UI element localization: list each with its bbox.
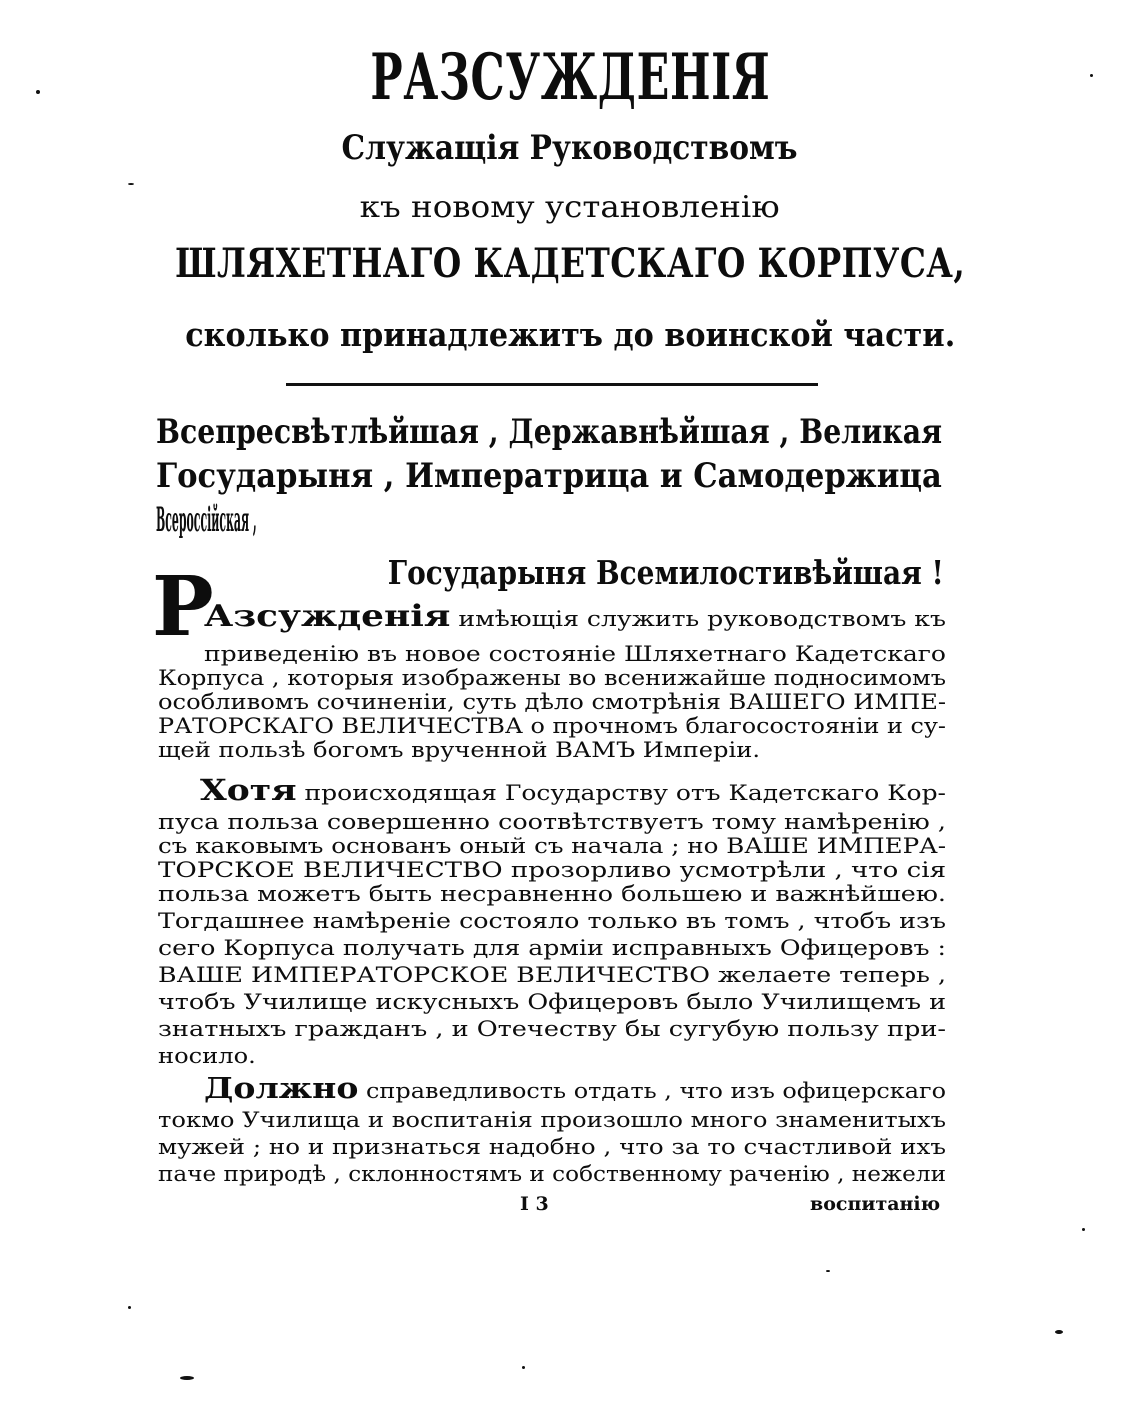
subtitle-line-4: сколько принадлежитъ до воинской части. [185,315,955,354]
paragraph-2-lead-word: Хотя [200,773,297,807]
title-divider [286,383,818,386]
paragraph-1-line: Корпуса , которыя изображены во всенижайше подносимомъ [158,666,947,690]
paragraph-2-line: съ каковымъ основанъ оный съ начала ; но ВАШЕ ИМПЕРА- [158,834,946,858]
scan-speck [128,183,134,185]
paragraph-3-first-line [204,1071,946,1105]
subtitle-line-1: Служащія Руководствомъ [341,128,798,168]
address-line-2: Государыня , Императрица и Самодержица [156,456,942,496]
paragraph-3-line: паче природѣ , склонностямъ и собственному раченію , нежели [158,1162,946,1186]
address-line-3: Всероссійская , [156,500,257,540]
paragraph-3-line: токмо Училища и воспитанія произошло много знаменитыхъ [158,1108,946,1132]
scan-speck [128,1306,131,1309]
scan-speck [826,1270,830,1272]
paragraph-2-line: знатныхъ гражданъ , и Отечеству бы сугубую пользу при- [158,1017,946,1041]
paragraph-2-line: сего Корпуса получать для арміи исправныхъ Офицеровъ : [158,936,946,960]
scan-speck [1082,1228,1085,1231]
paragraph-2-first-line-text: происходящая Государству отъ Кадетскаго Кор- [296,781,947,805]
catchword: воспитанію [810,1193,941,1215]
paragraph-1-first-line-text: имѣющія служить руководствомъ къ [450,607,946,631]
paragraph-2-line: пуса польза совершенно соотвѣтствуетъ тому намѣренію , [158,810,946,834]
salutation: Государыня Всемилостивѣйшая ! [388,553,944,592]
paragraph-1-line: щей пользѣ богомъ врученной ВАМЪ Имперіи. [158,738,761,762]
scan-speck [1055,1330,1063,1334]
paragraph-3-first-line-text: справедливость отдать , что изъ офицерскаго [358,1079,946,1103]
paragraph-1-line: РАТОРСКАГО ВЕЛИЧЕСТВА о прочномъ благосостояніи и су- [158,714,946,738]
paragraph-3-lead-word: Должно [204,1071,359,1105]
paragraph-1-first-line [204,599,946,634]
paragraph-2-line: носило. [158,1044,256,1068]
scan-speck [36,90,40,94]
subtitle-line-3: ШЛЯХЕТНАГО КАДЕТСКАГО КОРПУСА, [175,240,965,287]
drop-cap: Р [152,559,214,655]
paragraph-2-line: ТОРСКОЕ ВЕЛИЧЕСТВО прозорливо усмотрѣли , что сія [158,858,947,882]
page-title: РАЗСУЖДЕНІЯ [370,40,770,115]
paragraph-1-line: приведенію въ новое состояніе Шляхетнаго Кадетскаго [204,642,947,666]
signature-mark: I 3 [520,1193,549,1215]
paragraph-1-first-word: Азсужденія [204,599,451,634]
paragraph-2-line: ВАШЕ ИМПЕРАТОРСКОЕ ВЕЛИЧЕСТВО желаете теперь , [158,963,946,987]
scan-speck [1090,74,1093,77]
subtitle-line-2: къ новому установленію [360,190,780,225]
scan-speck [180,1376,194,1380]
paragraph-3-line: мужей ; но и признаться надобно , что за то счастливой ихъ [158,1135,946,1159]
address-line-1: Всепресвѣтлѣйшая , Державнѣйшая , Великая [156,412,943,452]
paragraph-2-line: польза можетъ быть несравненно большею и важнѣйшею. [158,882,947,906]
paragraph-2-line: чтобъ Училище искусныхъ Офицеровъ было Училищемъ и [158,990,947,1014]
paragraph-2-line: Тогдашнее намѣреніе состояло только въ томъ , чтобъ изъ [158,909,946,933]
paragraph-1-line: особливомъ сочиненіи, суть дѣло смотрѣнія ВАШЕГО ИМПЕ- [158,690,946,714]
scan-speck [522,1366,525,1369]
paragraph-2-first-line [200,773,947,807]
